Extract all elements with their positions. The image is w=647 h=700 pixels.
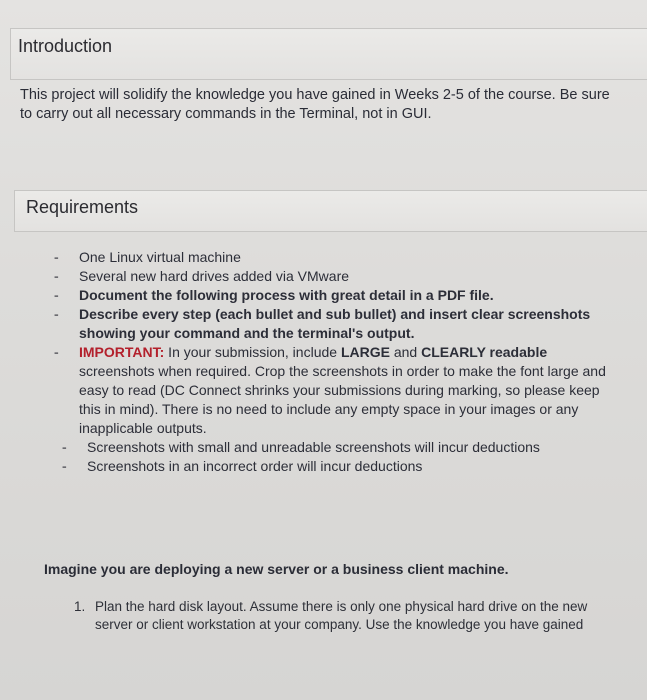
requirement-text: One Linux virtual machine: [79, 249, 241, 265]
intro-paragraph-line: This project will solidify the knowledge you have gained in Weeks 2-5 of the course. Be sure: [20, 87, 610, 103]
requirement-text: Screenshots in an incorrect order will incur deductions: [87, 458, 423, 474]
intro-paragraph: [20, 86, 647, 124]
requirement-item: [52, 248, 647, 267]
requirement-text: easy to read (DC Connect shrinks your submissions during marking, so please keep: [79, 382, 600, 398]
requirement-item: [52, 267, 647, 286]
requirement-text: inapplicable outputs.: [79, 420, 207, 436]
requirement-text: Several new hard drives added via VMware: [79, 268, 350, 284]
emphasis-text: CLEARLY readable: [421, 344, 548, 360]
scenario-heading: Imagine you are deploying a new server or a business client machine.: [44, 561, 509, 577]
requirement-text: In your submission, include: [164, 344, 341, 360]
requirement-item: [52, 438, 647, 457]
requirement-text: this in mind). There is no need to include any empty space in your images or any: [79, 401, 579, 417]
intro-paragraph-line: to carry out all necessary commands in the Terminal, not in GUI.: [20, 106, 432, 122]
bullet-dash: -: [54, 306, 59, 322]
bullet-dash: -: [54, 249, 59, 265]
requirement-first-line: [79, 343, 647, 362]
requirement-item-important: [52, 343, 647, 438]
step-number: 1.: [74, 599, 86, 614]
step-line: Plan the hard disk layout. Assume there is only one physical hard drive on the new: [95, 599, 588, 614]
requirements-list: [52, 248, 647, 476]
requirements-heading: Requirements: [26, 197, 139, 217]
step-line: server or client workstation at your company. Use the knowledge you have gained: [95, 617, 584, 632]
requirement-text: Screenshots with small and unreadable screenshots will incur deductions: [87, 439, 540, 455]
requirement-text: screenshots when required. Crop the screenshots in order to make the font large and: [79, 363, 606, 379]
requirement-item: [52, 305, 647, 343]
requirement-item: [52, 286, 647, 305]
bullet-dash: -: [62, 458, 67, 474]
intro-heading: Introduction: [18, 36, 113, 56]
emphasis-text: LARGE: [340, 344, 390, 360]
requirement-text: and: [389, 344, 422, 360]
bullet-dash: -: [62, 439, 67, 455]
important-label: IMPORTANT:: [79, 344, 165, 360]
bullet-dash: -: [54, 268, 59, 284]
step-text: [95, 598, 645, 634]
requirement-text: showing your command and the terminal's output.: [79, 325, 415, 341]
requirement-text: Document the following process with great detail in a PDF file.: [79, 287, 494, 303]
bullet-dash: -: [54, 287, 59, 303]
bullet-dash: -: [54, 344, 59, 360]
requirement-item: [52, 457, 647, 476]
requirement-text: Describe every step (each bullet and sub bullet) and insert clear screenshots: [79, 306, 591, 322]
